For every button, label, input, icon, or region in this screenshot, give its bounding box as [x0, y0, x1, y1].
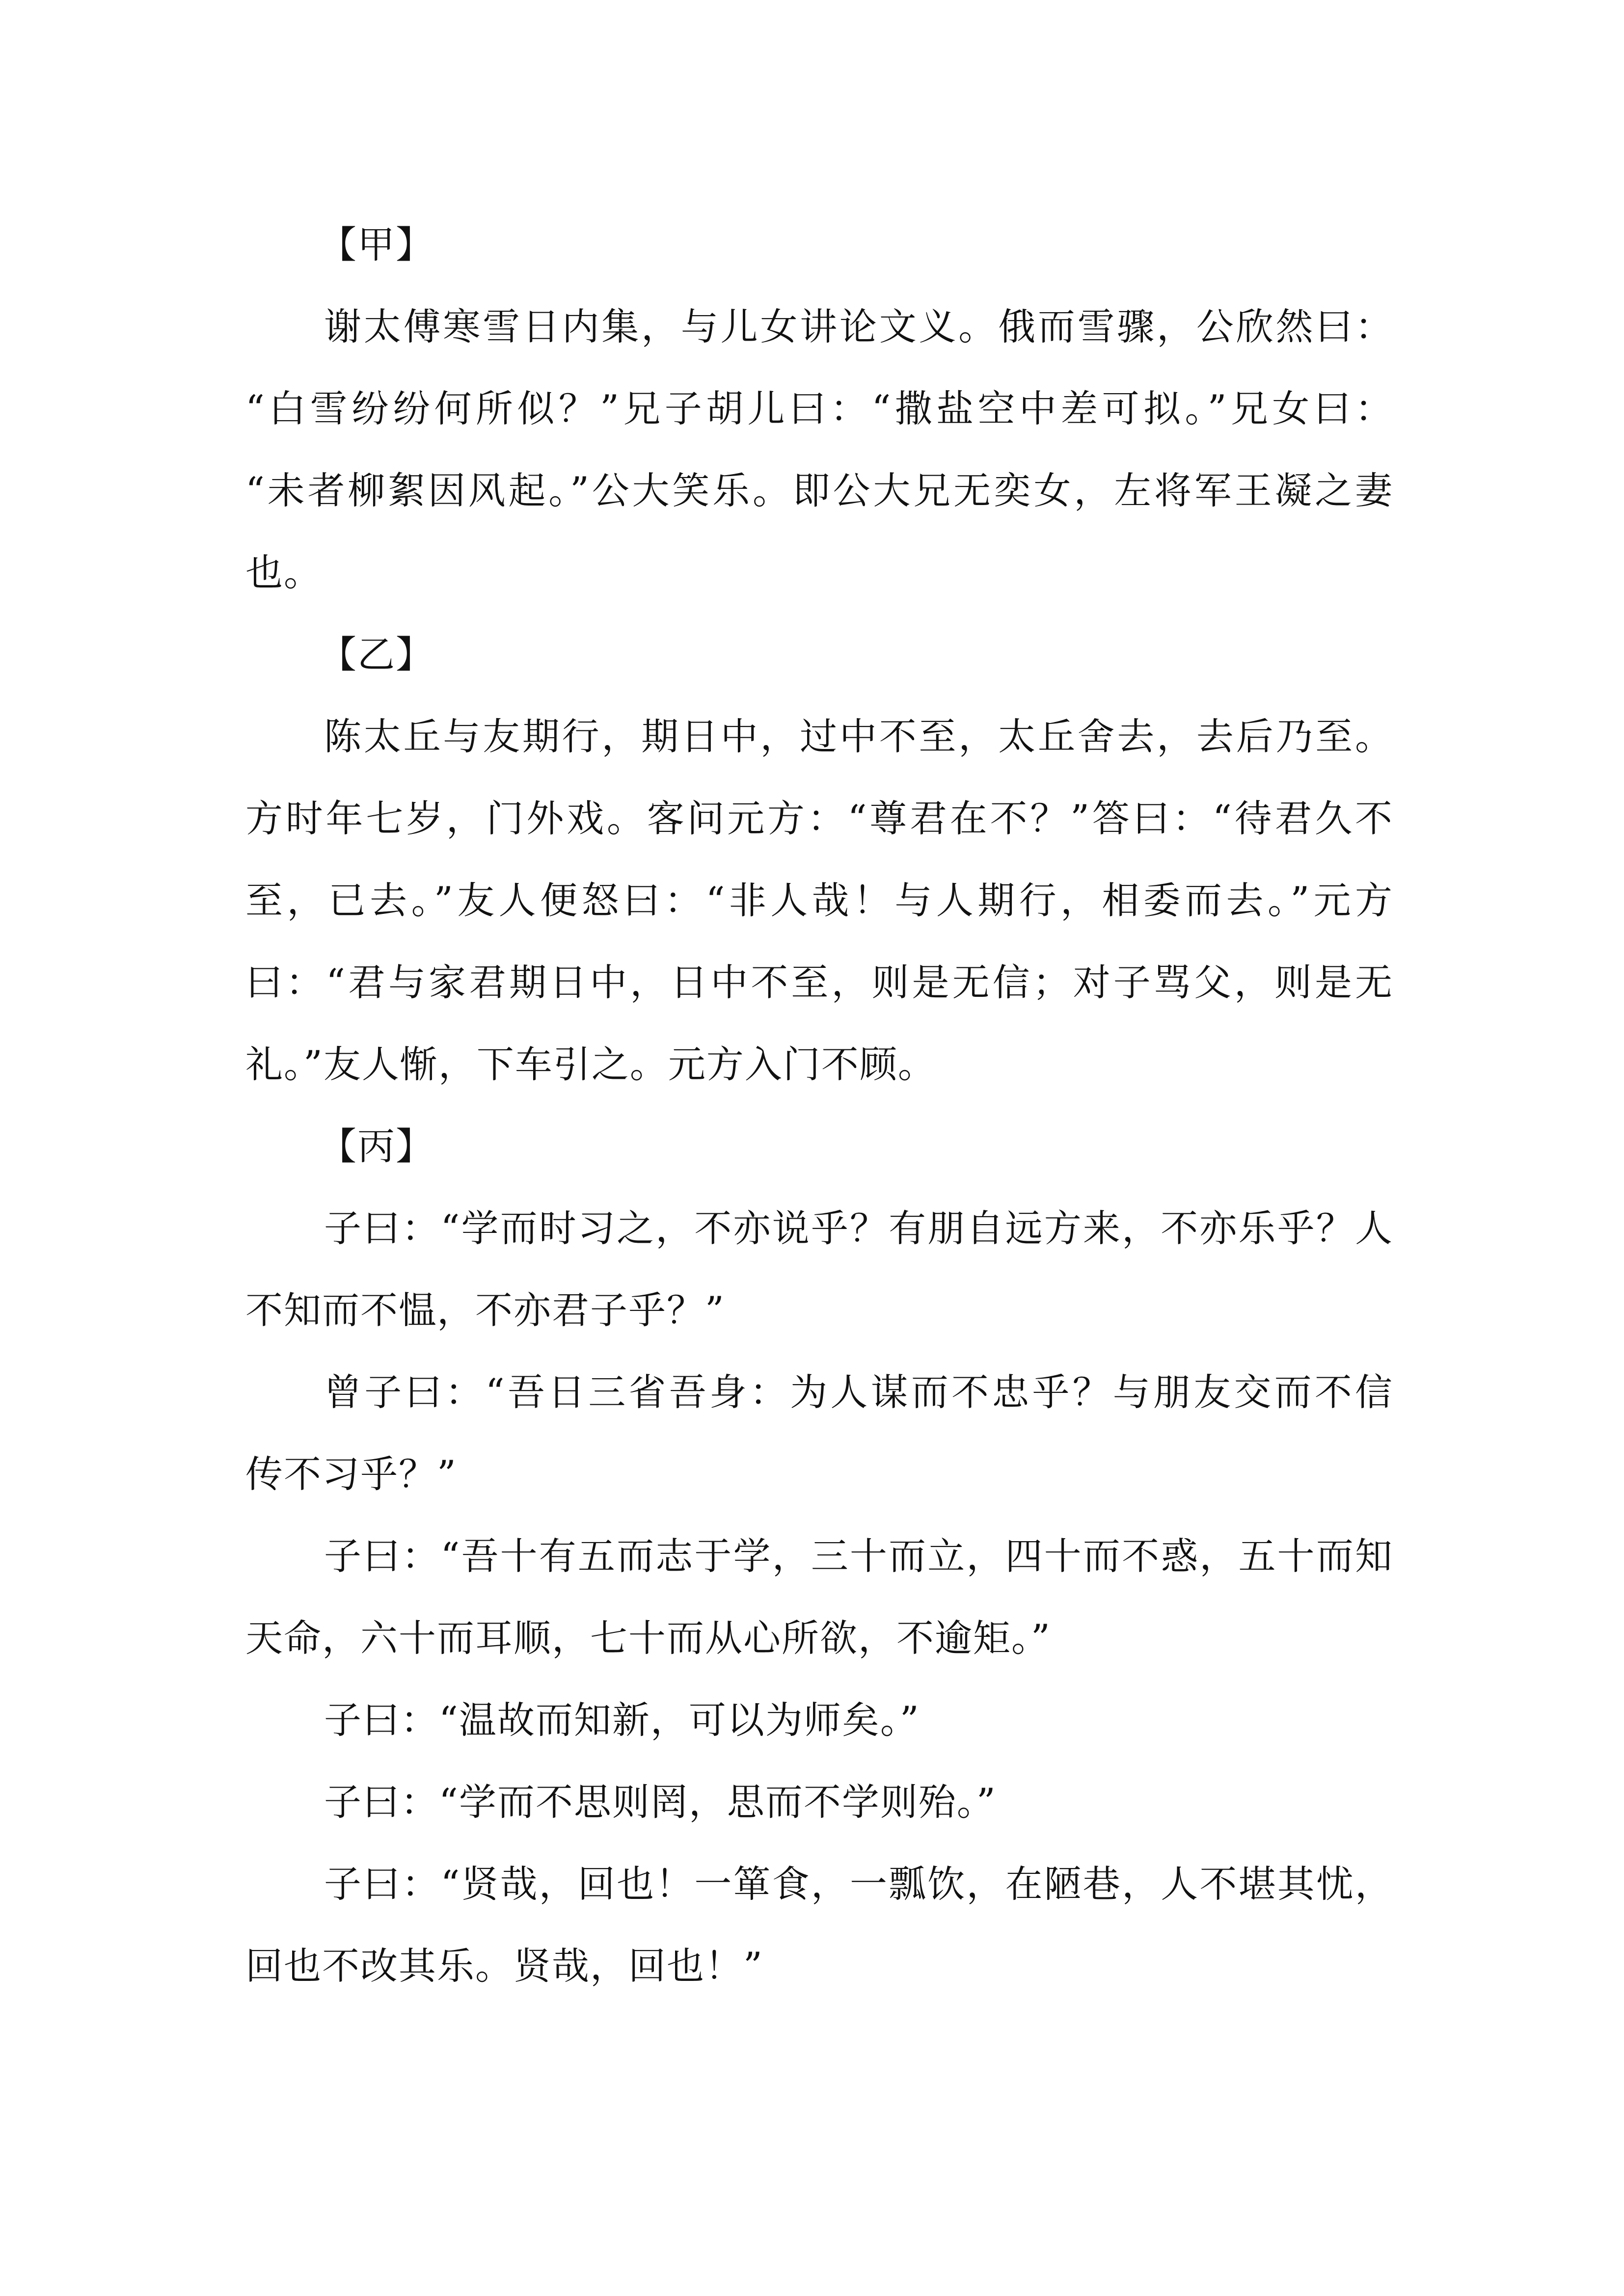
paragraph-line: 至，已去。”友人便怒曰：“非人哉！与人期行，相委而去。”元方 — [245, 879, 1393, 922]
section-heading-jia: 【甲】 — [319, 223, 434, 267]
paragraph-line: 曰：“君与家君期日中，日中不至，则是无信；对子骂父，则是无 — [245, 961, 1393, 1004]
paragraph-line: 传不习乎？” — [245, 1452, 457, 1496]
paragraph-line: 礼。”友人惭，下车引之。元方入门不顾。 — [245, 1042, 936, 1086]
paragraph-line: “未者柳絮因风起。”公大笑乐。即公大兄无奕女，左将军王凝之妻 — [245, 469, 1393, 512]
paragraph-line: 曾子曰：“吾日三省吾身：为人谋而不忠乎？与朋友交而不信 — [324, 1370, 1393, 1414]
paragraph-line: 子曰：“温故而知新，可以为师矣。” — [324, 1698, 920, 1742]
paragraph-line: 不知而不愠，不亦君子乎？” — [245, 1288, 725, 1332]
paragraph-line: 天命，六十而耳顺，七十而从心所欲，不逾矩。” — [245, 1616, 1051, 1660]
section-heading-bing: 【丙】 — [319, 1124, 434, 1168]
paragraph-line: “白雪纷纷何所似？”兄子胡儿曰：“撒盐空中差可拟。”兄女曰： — [245, 387, 1393, 430]
paragraph-line: 子曰：“学而时习之，不亦说乎？有朋自远方来，不亦乐乎？人 — [324, 1206, 1393, 1250]
paragraph-line: 子曰：“贤哉，回也！一箪食，一瓢饮，在陋巷，人不堪其忧， — [324, 1862, 1393, 1906]
paragraph-line: 子曰：“学而不思则罔，思而不学则殆。” — [324, 1780, 997, 1824]
paragraph-line: 回也不改其乐。贤哉，回也！” — [245, 1944, 763, 1988]
paragraph-line: 子曰：“吾十有五而志于学，三十而立，四十而不惑，五十而知 — [324, 1534, 1393, 1578]
paragraph-line: 陈太丘与友期行，期日中，过中不至，太丘舍去，去后乃至。 — [324, 715, 1393, 758]
section-heading-yi: 【乙】 — [319, 633, 434, 676]
paragraph-line: 也。 — [245, 551, 322, 594]
paragraph-line: 谢太傅寒雪日内集，与儿女讲论文义。俄而雪骤，公欣然曰： — [324, 305, 1393, 348]
paragraph-line: 方时年七岁，门外戏。客问元方：“尊君在不？”答曰：“待君久不 — [245, 797, 1393, 840]
